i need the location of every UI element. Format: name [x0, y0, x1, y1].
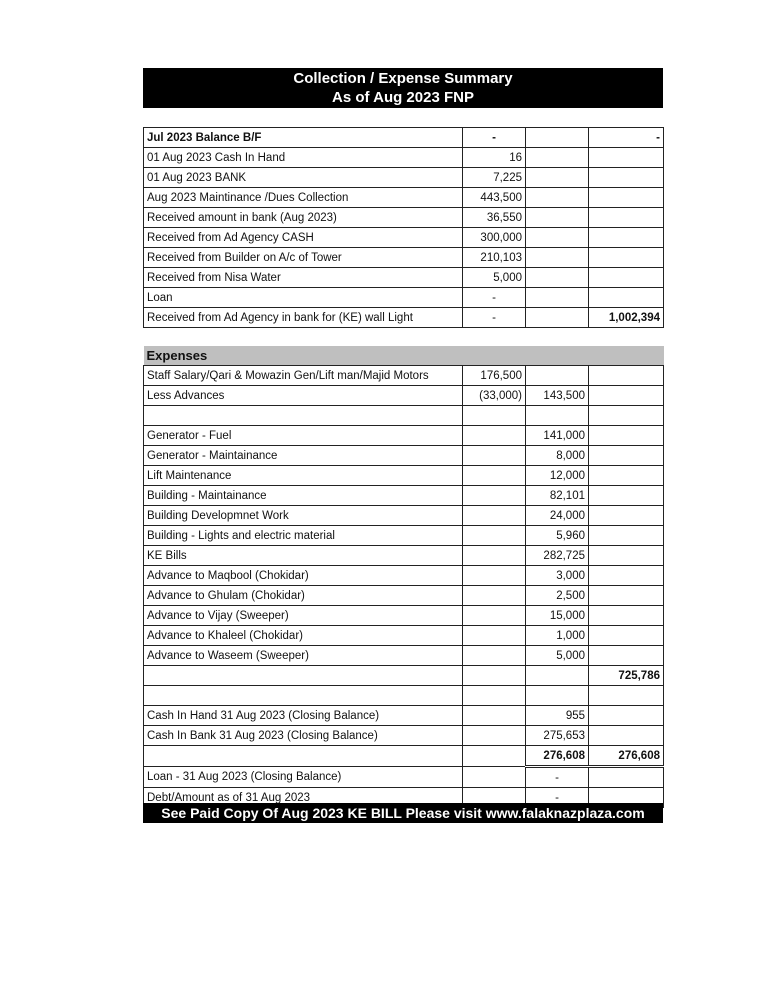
amount-col2	[463, 426, 526, 446]
amount-col3: 82,101	[526, 486, 589, 506]
amount-col3: 141,000	[526, 426, 589, 446]
amount-col4	[589, 506, 664, 526]
income-row	[144, 308, 664, 328]
expenses-row	[144, 726, 664, 746]
income-row	[144, 188, 664, 208]
expenses-row	[144, 546, 664, 566]
expenses-row	[144, 767, 664, 788]
amount-col3	[526, 188, 589, 208]
expenses-table	[143, 346, 664, 808]
amount-col2: -	[463, 308, 526, 328]
amount-col4	[589, 248, 664, 268]
amount-col3: -	[526, 767, 589, 788]
amount-col3: 12,000	[526, 466, 589, 486]
row-label: Advance to Vijay (Sweeper)	[144, 606, 463, 626]
row-label: Building - Lights and electric material	[144, 526, 463, 546]
amount-col4	[589, 406, 664, 426]
income-row	[144, 148, 664, 168]
row-label: Aug 2023 Maintinance /Dues Collection	[144, 188, 463, 208]
footer-notice: See Paid Copy Of Aug 2023 KE BILL Please visit www.falaknazplaza.com	[143, 803, 663, 823]
expenses-row	[144, 446, 664, 466]
row-label: Received from Ad Agency in bank for (KE) wall Light	[144, 308, 463, 328]
amount-col4	[589, 586, 664, 606]
amount-col4	[589, 526, 664, 546]
amount-col4	[589, 366, 664, 386]
amount-col2: 300,000	[463, 228, 526, 248]
amount-col2: -	[463, 128, 526, 148]
amount-col3: 5,960	[526, 526, 589, 546]
amount-col2	[463, 706, 526, 726]
amount-col4: 1,002,394	[589, 308, 664, 328]
row-label: Advance to Maqbool (Chokidar)	[144, 566, 463, 586]
amount-col4	[589, 446, 664, 466]
amount-col4	[589, 686, 664, 706]
amount-col3: 3,000	[526, 566, 589, 586]
expenses-row	[144, 366, 664, 386]
income-row	[144, 228, 664, 248]
row-label: Staff Salary/Qari & Mowazin Gen/Lift man/Majid Motors	[144, 366, 463, 386]
amount-col3	[526, 148, 589, 168]
income-row	[144, 268, 664, 288]
expenses-row	[144, 386, 664, 406]
amount-col4	[589, 546, 664, 566]
row-label: Advance to Ghulam (Chokidar)	[144, 586, 463, 606]
expenses-row	[144, 746, 664, 767]
amount-col3: 143,500	[526, 386, 589, 406]
amount-col2: 443,500	[463, 188, 526, 208]
expenses-row	[144, 686, 664, 706]
amount-col4	[589, 168, 664, 188]
row-label: Advance to Waseem (Sweeper)	[144, 646, 463, 666]
row-label: Received from Builder on A/c of Tower	[144, 248, 463, 268]
expenses-row	[144, 406, 664, 426]
report-title-line1: Collection / Expense Summary	[293, 70, 513, 87]
amount-col3	[526, 366, 589, 386]
expenses-row	[144, 586, 664, 606]
amount-col2: 5,000	[463, 268, 526, 288]
amount-col2	[463, 626, 526, 646]
row-label: Generator - Fuel	[144, 426, 463, 446]
amount-col4	[589, 148, 664, 168]
row-label: Lift Maintenance	[144, 466, 463, 486]
amount-col2: 7,225	[463, 168, 526, 188]
amount-col4	[589, 208, 664, 228]
row-label	[144, 746, 463, 767]
expenses-row	[144, 666, 664, 686]
amount-col2	[463, 406, 526, 426]
amount-col2	[463, 446, 526, 466]
row-label: KE Bills	[144, 546, 463, 566]
amount-col3: 275,653	[526, 726, 589, 746]
amount-col3: 15,000	[526, 606, 589, 626]
amount-col3: 955	[526, 706, 589, 726]
report-title-line2: As of Aug 2023 FNP	[332, 89, 474, 106]
amount-col4	[589, 566, 664, 586]
row-label: Received from Ad Agency CASH	[144, 228, 463, 248]
amount-col3	[526, 168, 589, 188]
expenses-row	[144, 426, 664, 446]
amount-col3: 276,608	[526, 746, 589, 767]
expenses-row	[144, 626, 664, 646]
row-label: Debt/Amount as of 31 Aug 2023	[144, 788, 463, 808]
row-label: Generator - Maintainance	[144, 446, 463, 466]
amount-col4	[589, 726, 664, 746]
amount-col2	[463, 486, 526, 506]
row-label: Jul 2023 Balance B/F	[144, 128, 463, 148]
amount-col2	[463, 746, 526, 767]
amount-col2	[463, 666, 526, 686]
amount-col4	[589, 646, 664, 666]
row-label: Building Developmnet Work	[144, 506, 463, 526]
expenses-header-row	[144, 346, 664, 366]
amount-col3: 8,000	[526, 446, 589, 466]
expenses-row	[144, 466, 664, 486]
amount-col2: 210,103	[463, 248, 526, 268]
expenses-row	[144, 606, 664, 626]
expenses-row	[144, 706, 664, 726]
amount-col3	[526, 308, 589, 328]
amount-col2: -	[463, 288, 526, 308]
amount-col2: 36,550	[463, 208, 526, 228]
amount-col4	[589, 288, 664, 308]
amount-col4	[589, 426, 664, 446]
amount-col2	[463, 466, 526, 486]
amount-col4: -	[589, 128, 664, 148]
expenses-row	[144, 566, 664, 586]
row-label: Advance to Khaleel (Chokidar)	[144, 626, 463, 646]
amount-col2	[463, 566, 526, 586]
amount-col3	[526, 406, 589, 426]
expenses-row	[144, 646, 664, 666]
income-row	[144, 208, 664, 228]
amount-col2: (33,000)	[463, 386, 526, 406]
amount-col2: 176,500	[463, 366, 526, 386]
row-label: Cash In Hand 31 Aug 2023 (Closing Balance)	[144, 706, 463, 726]
amount-col2	[463, 526, 526, 546]
amount-col4	[589, 606, 664, 626]
amount-col3: 1,000	[526, 626, 589, 646]
income-row	[144, 288, 664, 308]
amount-col4	[589, 767, 664, 788]
amount-col4	[589, 188, 664, 208]
amount-col3	[526, 128, 589, 148]
amount-col3	[526, 248, 589, 268]
amount-col3	[526, 666, 589, 686]
income-row	[144, 128, 664, 148]
amount-col3	[526, 268, 589, 288]
row-label: Cash In Bank 31 Aug 2023 (Closing Balance)	[144, 726, 463, 746]
row-label: 01 Aug 2023 Cash In Hand	[144, 148, 463, 168]
amount-col2	[463, 546, 526, 566]
amount-col4	[589, 228, 664, 248]
amount-col4	[589, 268, 664, 288]
amount-col3	[526, 288, 589, 308]
income-table	[143, 127, 664, 328]
amount-col2	[463, 767, 526, 788]
amount-col2	[463, 606, 526, 626]
amount-col2: 16	[463, 148, 526, 168]
amount-col4	[589, 486, 664, 506]
amount-col4: 276,608	[589, 746, 664, 767]
amount-col3: 5,000	[526, 646, 589, 666]
amount-col3: 2,500	[526, 586, 589, 606]
row-label: Less Advances	[144, 386, 463, 406]
amount-col3: -	[526, 788, 589, 808]
amount-col4	[589, 466, 664, 486]
expenses-header: Expenses	[144, 346, 664, 366]
row-label: Loan	[144, 288, 463, 308]
amount-col4	[589, 386, 664, 406]
amount-col4	[589, 626, 664, 646]
amount-col3	[526, 208, 589, 228]
row-label	[144, 406, 463, 426]
amount-col3	[526, 686, 589, 706]
amount-col2	[463, 506, 526, 526]
row-label	[144, 666, 463, 686]
row-label: Received from Nisa Water	[144, 268, 463, 288]
income-row	[144, 248, 664, 268]
row-label: Loan - 31 Aug 2023 (Closing Balance)	[144, 767, 463, 788]
amount-col3: 282,725	[526, 546, 589, 566]
amount-col2	[463, 646, 526, 666]
amount-col2	[463, 586, 526, 606]
report-title	[143, 68, 663, 108]
income-row	[144, 168, 664, 188]
row-label	[144, 686, 463, 706]
expenses-row	[144, 506, 664, 526]
row-label: Received amount in bank (Aug 2023)	[144, 208, 463, 228]
amount-col3	[526, 228, 589, 248]
expenses-row	[144, 526, 664, 546]
amount-col4	[589, 706, 664, 726]
amount-col2	[463, 686, 526, 706]
amount-col2	[463, 726, 526, 746]
expenses-row	[144, 486, 664, 506]
row-label: 01 Aug 2023 BANK	[144, 168, 463, 188]
row-label: Building - Maintainance	[144, 486, 463, 506]
amount-col3: 24,000	[526, 506, 589, 526]
amount-col4: 725,786	[589, 666, 664, 686]
